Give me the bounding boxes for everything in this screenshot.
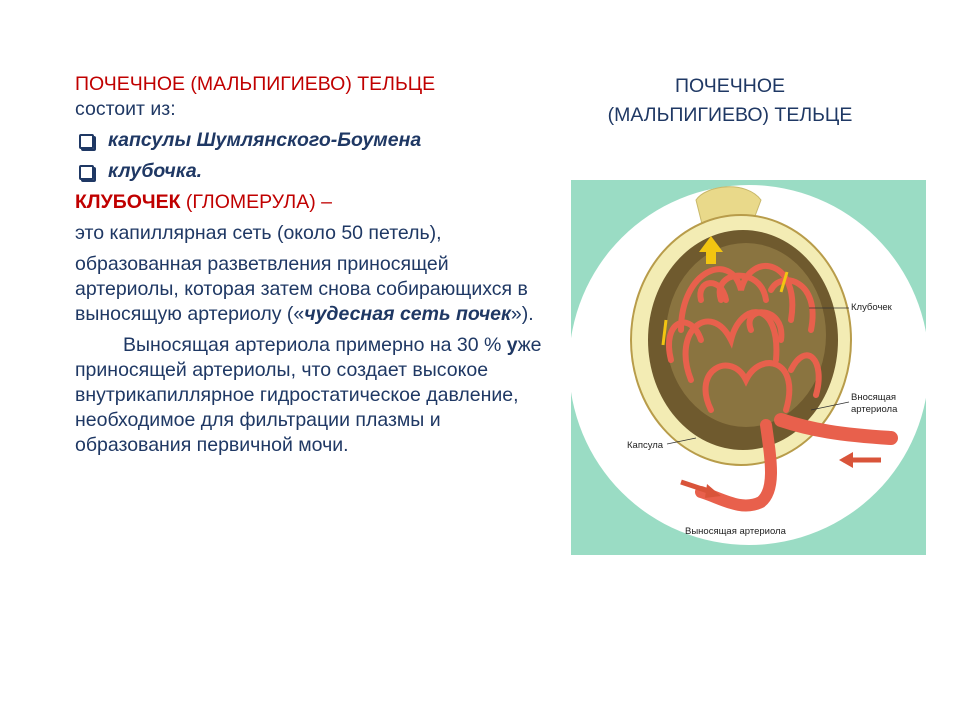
- renal-corpuscle-svg: [571, 180, 926, 555]
- efferent-paragraph-a: Выносящая артериола примерно на 30 %: [123, 334, 507, 356]
- text-column: [75, 72, 545, 458]
- label-glomerulus: Клубочек: [851, 302, 892, 313]
- branching-text: [75, 252, 545, 327]
- efferent-paragraph-b: же приносящей артериолы, что создает высокое внутрикапиллярное гидростатическое давление, необходимое для фильтрации плазмы и образования первичной мочи.: [75, 334, 542, 456]
- figure-title: [570, 72, 890, 130]
- glomerulus-term: КЛУБОЧЕК: [75, 191, 181, 213]
- renal-corpuscle-illustration: [571, 180, 926, 555]
- branching-text-end: »).: [510, 303, 534, 325]
- branching-text-main: образованная разветвления приносящей артериолы, которая затем снова собирающихся в выносящую артериолу («: [75, 253, 528, 325]
- section-heading: ПОЧЕЧНОЕ (МАЛЬПИГИЕВО) ТЕЛЬЦЕ: [75, 73, 436, 95]
- glomerulus-definition: [75, 190, 545, 215]
- consists-of-text: состоит из:: [75, 98, 176, 120]
- miracle-net-text: чудесная сеть почек: [304, 303, 511, 325]
- checkbox-bullet-icon: [79, 165, 94, 180]
- efferent-paragraph: [75, 333, 545, 458]
- glomerulus-paren: (ГЛОМЕРУЛА) –: [180, 191, 332, 213]
- capillary-network-text: это капиллярная сеть (около 50 петель),: [75, 222, 442, 244]
- label-afferent-2: артериола: [851, 404, 898, 415]
- label-efferent: Выносящая артериола: [685, 526, 786, 537]
- figure-title-line2: (МАЛЬПИГИЕВО) ТЕЛЬЦЕ: [607, 104, 853, 126]
- efferent-paragraph-u: у: [506, 334, 518, 356]
- bullet-glomerulus-text: клубочка.: [108, 160, 203, 182]
- list-item: [75, 128, 545, 153]
- label-afferent-1: Вносящая: [851, 392, 897, 403]
- bullet-capsule-text: капсулы Шумлянского-Боумена: [108, 129, 422, 151]
- checkbox-bullet-icon: [79, 134, 94, 149]
- list-item: [75, 159, 545, 184]
- figure-title-line1: ПОЧЕЧНОЕ: [674, 75, 785, 97]
- label-capsule: Капсула: [627, 440, 664, 451]
